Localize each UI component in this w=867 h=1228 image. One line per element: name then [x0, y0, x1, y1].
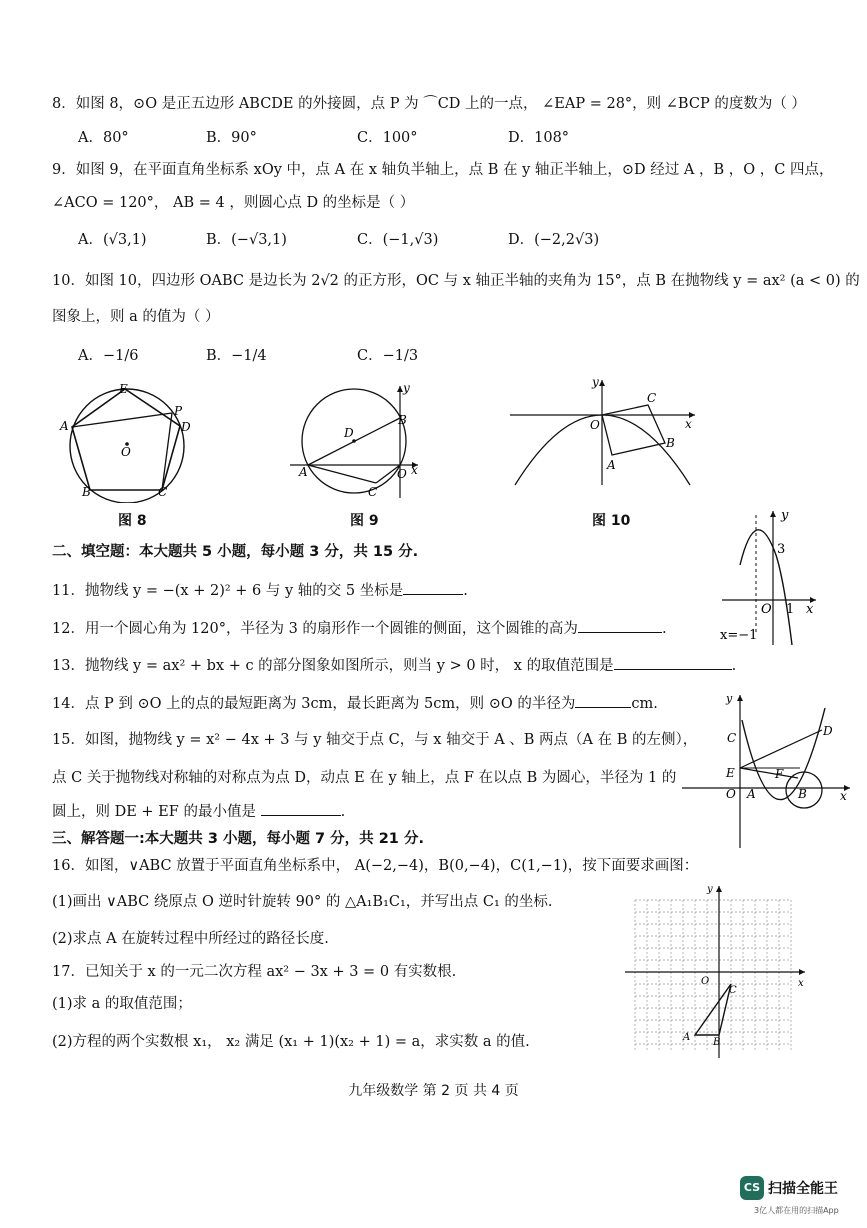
fig15-label: E	[726, 766, 735, 780]
section-2-heading: 二、填空题：本大题共 5 小题，每小题 3 分，共 15 分.	[52, 544, 419, 560]
scanner-logo-icon: CS	[740, 1176, 764, 1200]
q11-blank[interactable]	[403, 580, 463, 595]
fig16-label: C	[729, 985, 737, 996]
q14-blank[interactable]	[575, 693, 631, 708]
fig9-label: C	[368, 485, 378, 499]
q15-line-1: 15．如图，抛物线 y = x² − 4x + 3 与 y 轴交于点 C，与 x 轴交于 A 、B 两点（A 在 B 的左侧），	[52, 732, 698, 748]
q8-option-a: A．80°	[78, 130, 129, 146]
fig10-label: O	[590, 418, 600, 432]
fig10-label: x	[685, 417, 692, 431]
fig9-label: B	[398, 413, 407, 427]
q15-blank[interactable]	[261, 801, 341, 816]
q10-option-a: A．−1/6	[78, 348, 139, 364]
fig9-label: y	[403, 381, 410, 395]
q9-option-a: A．(√3,1)	[78, 232, 147, 248]
fig16-label: x	[798, 978, 804, 989]
fig10-label: B	[666, 436, 675, 450]
q8-option-b: B．90°	[206, 130, 257, 146]
fig15-label: A	[747, 787, 756, 801]
fig8-caption: 图 8	[118, 513, 147, 529]
q14-text	[52, 693, 658, 714]
fig8-label: E	[119, 382, 128, 396]
fig15-label: x	[840, 789, 847, 803]
fig13-label: O	[761, 602, 772, 617]
scanner-watermark	[740, 1176, 838, 1200]
q14-stem: 14．点 P 到 ⊙O 上的点的最短距离为 3cm，最长距离为 5cm，则 ⊙O 的半径为	[52, 696, 576, 712]
q10-option-c: C．−1/3	[357, 348, 419, 364]
q15-line-3: 圆上，则 DE + EF 的最小值是	[52, 804, 256, 820]
fig16-label: B	[713, 1037, 721, 1048]
fig8-label: P	[174, 404, 183, 418]
fig15-label: B	[798, 787, 807, 801]
q10-option-b: B．−1/4	[206, 348, 267, 364]
fig15-label: C	[727, 731, 737, 745]
q15-line-2: 点 C 关于抛物线对称轴的对称点为点 D，动点 E 在 y 轴上，点 F 在以点 B 为圆心，半径为 1 的	[52, 770, 677, 786]
fig9-caption: 图 9	[350, 513, 379, 529]
q10-stem-1: 10．如图 10，四边形 OABC 是边长为 2√2 的正方形，OC 与 x 轴正半轴的夹角为 15°，点 B 在抛物线 y = ax² (a < 0) 的	[52, 273, 860, 289]
fig13-label: 1	[786, 602, 795, 617]
q9-option-d: D．(−2,2√3)	[508, 232, 600, 248]
q12-text: 12．用一个圆心角为 120°，半径为 3 的扇形作一个圆锥的侧面，这个圆锥的高为 .	[52, 618, 667, 639]
fig8-label: B	[82, 485, 91, 499]
fig9-label: D	[344, 426, 354, 440]
q8-option-c: C．100°	[357, 130, 418, 146]
q8-option-d: D．108°	[508, 130, 570, 146]
fig10-label: y	[592, 375, 599, 389]
q14-unit: cm.	[631, 696, 658, 712]
fig13-label: y	[781, 508, 789, 523]
q9-option-b: B．(−√3,1)	[206, 232, 287, 248]
q9-stem-1: 9．如图 9，在平面直角坐标系 xOy 中，点 A 在 x 轴负半轴上，点 B 在 y 轴正半轴上，⊙D 经过 A ，B ，O ，C 四点，	[52, 162, 834, 178]
q11-stem: 11．抛物线 y = −(x + 2)² + 6 与 y 轴的交 5 坐标是	[52, 583, 404, 599]
q17-line-1: 17．已知关于 x 的一元二次方程 ax² − 3x + 3 = 0 有实数根.	[52, 964, 457, 980]
fig15-label: D	[823, 724, 833, 738]
q12-blank[interactable]	[578, 618, 662, 633]
fig15-label: O	[726, 787, 736, 801]
q9-stem-2: ∠ACO = 120°， AB = 4 ，则圆心点 D 的坐标是（ ）	[52, 195, 415, 211]
fig9-label: A	[299, 465, 308, 479]
q17-part-1: (1)求 a 的取值范围；	[52, 996, 192, 1012]
q12-stem: 12．用一个圆心角为 120°，半径为 3 的扇形作一个圆锥的侧面，这个圆锥的高为	[52, 621, 578, 637]
fig10-label: A	[607, 458, 616, 472]
q16-part-2: (2)求点 A 在旋转过程中所经过的路径长度.	[52, 931, 329, 947]
fig13-label: 3	[777, 542, 786, 557]
figure-q16-grid	[625, 880, 815, 1060]
fig15-label: y	[726, 692, 733, 705]
fig8-label: O	[121, 445, 131, 459]
fig9-label: x	[411, 463, 418, 477]
q11-text: 11．抛物线 y = −(x + 2)² + 6 与 y 轴的交 5 坐标是 .	[52, 580, 468, 601]
figure-10	[510, 375, 705, 500]
fig10-caption: 图 10	[592, 513, 631, 529]
q17-part-2: (2)方程的两个实数根 x₁， x₂ 满足 (x₁ + 1)(x₂ + 1) = a，求实数 a 的值.	[52, 1034, 530, 1050]
figure-8	[55, 378, 205, 503]
q13-text: 13．抛物线 y = ax² + bx + c 的部分图象如图所示，则当 y > 0 时， x 的取值范围是 .	[52, 655, 736, 676]
scanner-tagline: 3亿人都在用的扫描App	[754, 1206, 839, 1215]
fig8-label: D	[181, 420, 191, 434]
figure-q13	[718, 505, 823, 650]
page-footer: 九年级数学 第 2 页 共 4 页	[348, 1083, 519, 1099]
fig8-label: C	[158, 485, 168, 499]
section-3-heading: 三、解答题一:本大题共 3 小题，每小题 7 分，共 21 分.	[52, 831, 424, 847]
q10-stem-2: 图象上，则 a 的值为（ ）	[52, 309, 220, 325]
q8-stem: 8．如图 8，⊙O 是正五边形 ABCDE 的外接圆，点 P 为 ⌒CD 上的一点， ∠EAP = 28°，则 ∠BCP 的度数为（ ）	[52, 96, 806, 112]
fig16-label: y	[707, 884, 713, 895]
q15-line-3-wrap: 圆上，则 DE + EF 的最小值是 .	[52, 801, 345, 822]
fig9-label: O	[397, 467, 407, 481]
fig15-label: F	[775, 767, 784, 781]
fig10-label: C	[647, 391, 657, 405]
fig8-label: A	[60, 419, 69, 433]
q16-line-1: 16．如图，∨ABC 放置于平面直角坐标系中， A(−2,−4)，B(0,−4)，C(1,−1)，按下面要求画图：	[52, 858, 699, 874]
q16-part-1: (1)画出 ∨ABC 绕原点 O 逆时针旋转 90° 的 △A₁B₁C₁，并写出点 C₁ 的坐标.	[52, 894, 553, 910]
q9-option-c: C．(−1,√3)	[357, 232, 439, 248]
scanner-app-name: 扫描全能王	[768, 1181, 838, 1197]
fig13-label: x	[806, 602, 814, 617]
fig16-label: A	[683, 1032, 691, 1043]
fig13-label: x=−1	[720, 628, 758, 643]
q13-stem: 13．抛物线 y = ax² + bx + c 的部分图象如图所示，则当 y > 0 时， x 的取值范围是	[52, 658, 614, 674]
figure-q15	[680, 690, 855, 850]
fig16-label: O	[701, 976, 710, 987]
q13-blank[interactable]	[614, 655, 732, 670]
figure-9	[288, 378, 428, 503]
